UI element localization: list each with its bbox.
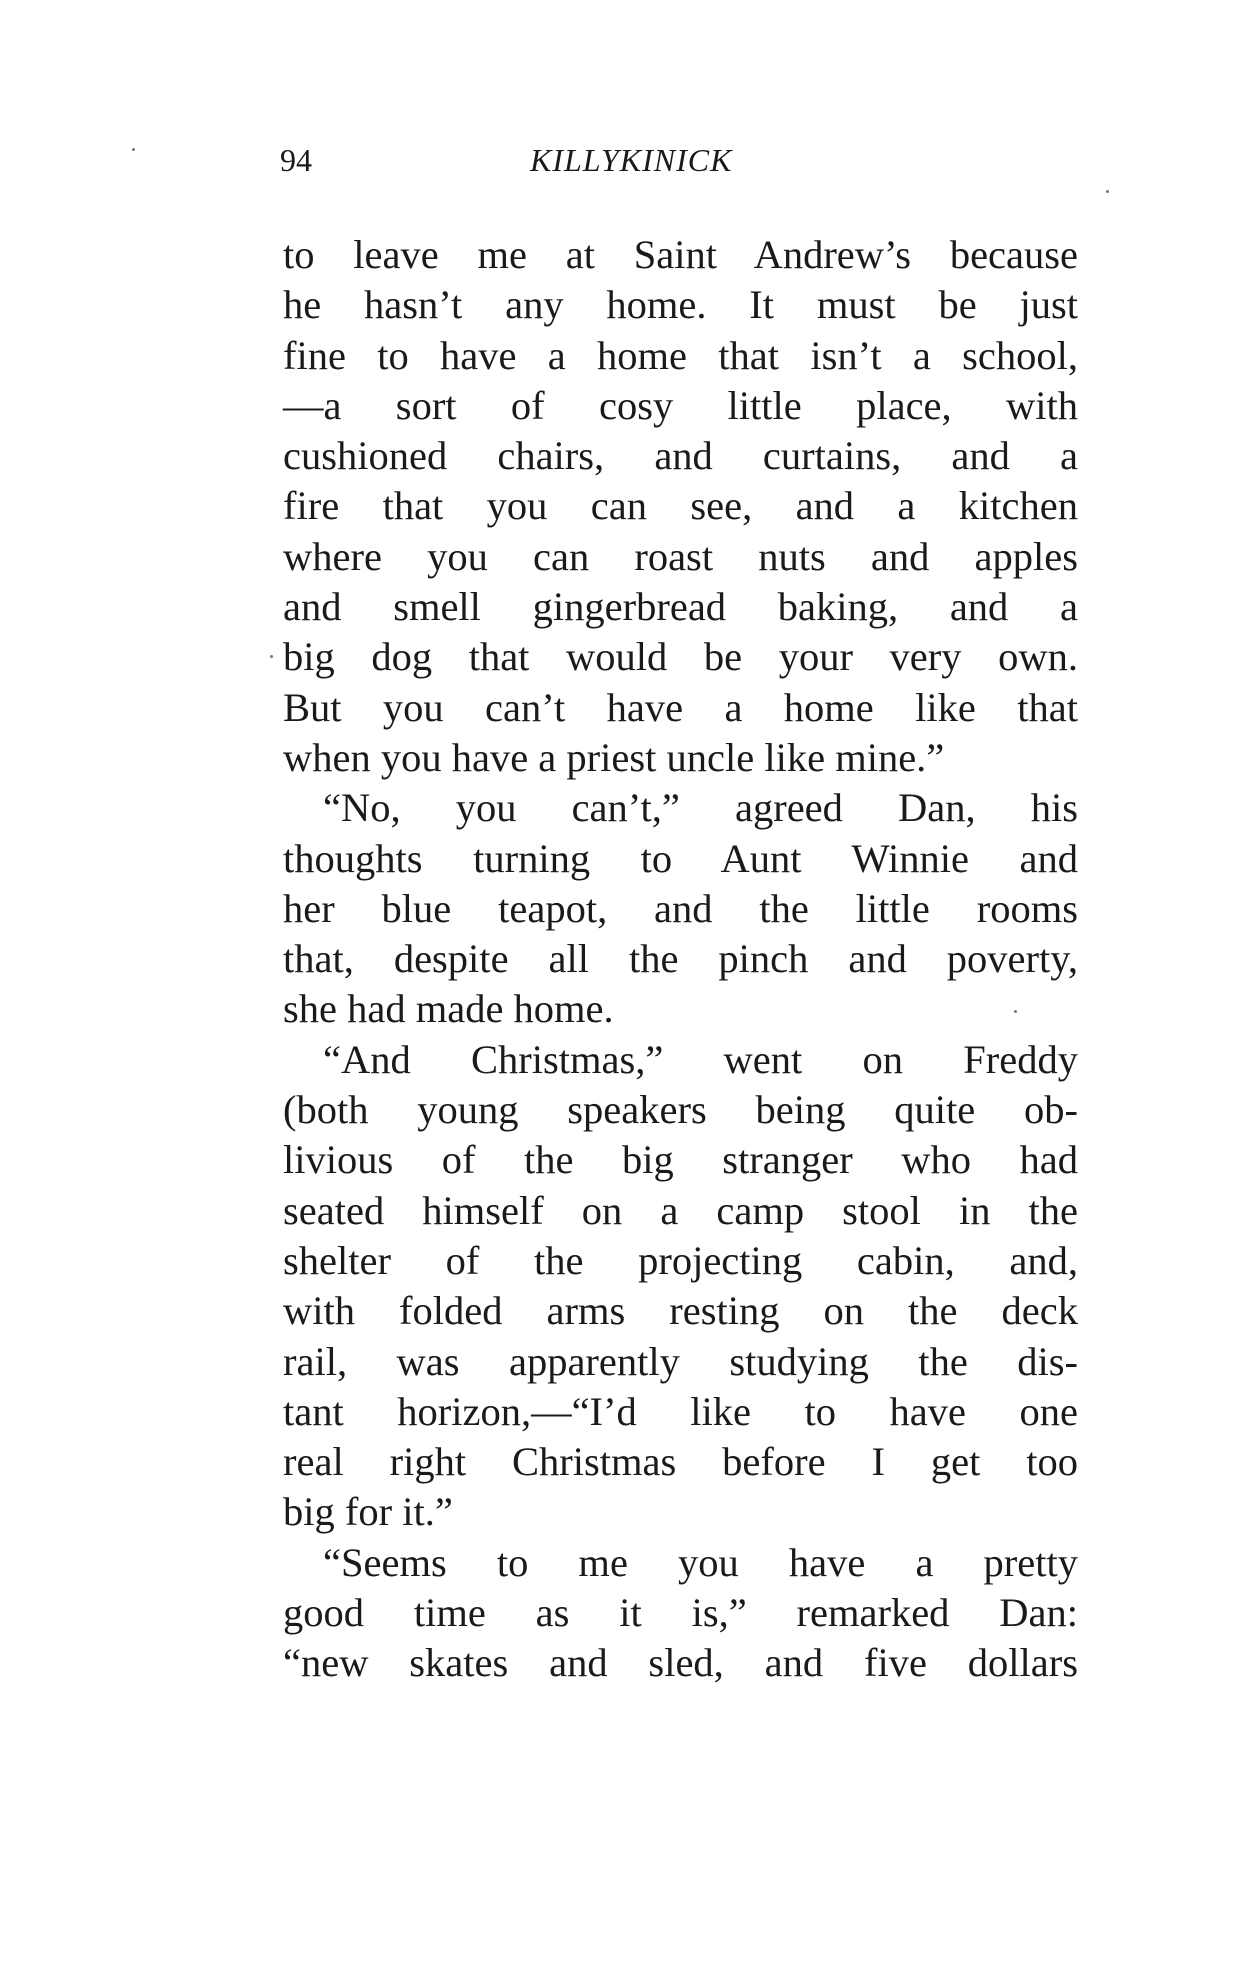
print-speck [132,148,135,151]
text-line: “Seems to me you have a pretty [323,1539,1078,1585]
text-line: where you can roast nuts and apples [283,533,1078,579]
text-line: with folded arms resting on the deck [283,1288,1078,1334]
text-line: But you can’t have a home like that [283,684,1078,730]
text-line: real right Christmas before I get too [283,1439,1078,1485]
text-line: shelter of the projecting cabin, and, [283,1237,1078,1283]
print-speck [270,655,273,658]
text-line: she had made home. [283,986,614,1032]
text-line: (both young speakers being quite ob- [283,1087,1078,1133]
page-header [280,140,1080,180]
body-text [283,230,1078,1689]
text-line: —a sort of cosy little place, with [283,382,1078,428]
text-line: fire that you can see, and a kitchen [283,483,1078,529]
print-speck [1106,190,1109,193]
text-line: to leave me at Saint Andrew’s because [283,232,1078,277]
text-line: that, despite all the pinch and poverty, [283,936,1078,982]
running-title: KILLYKINICK [530,142,733,178]
text-line: when you have a priest uncle like mine.” [283,734,945,780]
text-line: cushioned chairs, and curtains, and a [283,433,1078,479]
page-number: 94 [280,142,312,178]
text-line: big for it.” [283,1489,453,1535]
text-line: fine to have a home that isn’t a school, [283,332,1078,378]
text-line: “new skates and sled, and five dollars [283,1640,1078,1686]
text-line: “And Christmas,” went on Freddy [323,1036,1078,1082]
text-line: good time as it is,” remarked Dan: [283,1590,1078,1636]
text-line: thoughts turning to Aunt Winnie and [283,835,1078,881]
text-line: her blue teapot, and the little rooms [283,885,1078,931]
text-line: he hasn’t any home. It must be just [283,282,1078,328]
text-line: big dog that would be your very own. [283,634,1078,680]
text-line: livious of the big stranger who had [283,1137,1078,1183]
print-speck [1014,1010,1017,1013]
text-line: “No, you can’t,” agreed Dan, his [323,785,1078,831]
text-line: and smell gingerbread baking, and a [283,584,1078,630]
text-line: rail, was apparently studying the dis- [283,1338,1078,1384]
text-line: tant horizon,—“I’d like to have one [283,1388,1078,1434]
text-line: seated himself on a camp stool in the [283,1187,1078,1233]
